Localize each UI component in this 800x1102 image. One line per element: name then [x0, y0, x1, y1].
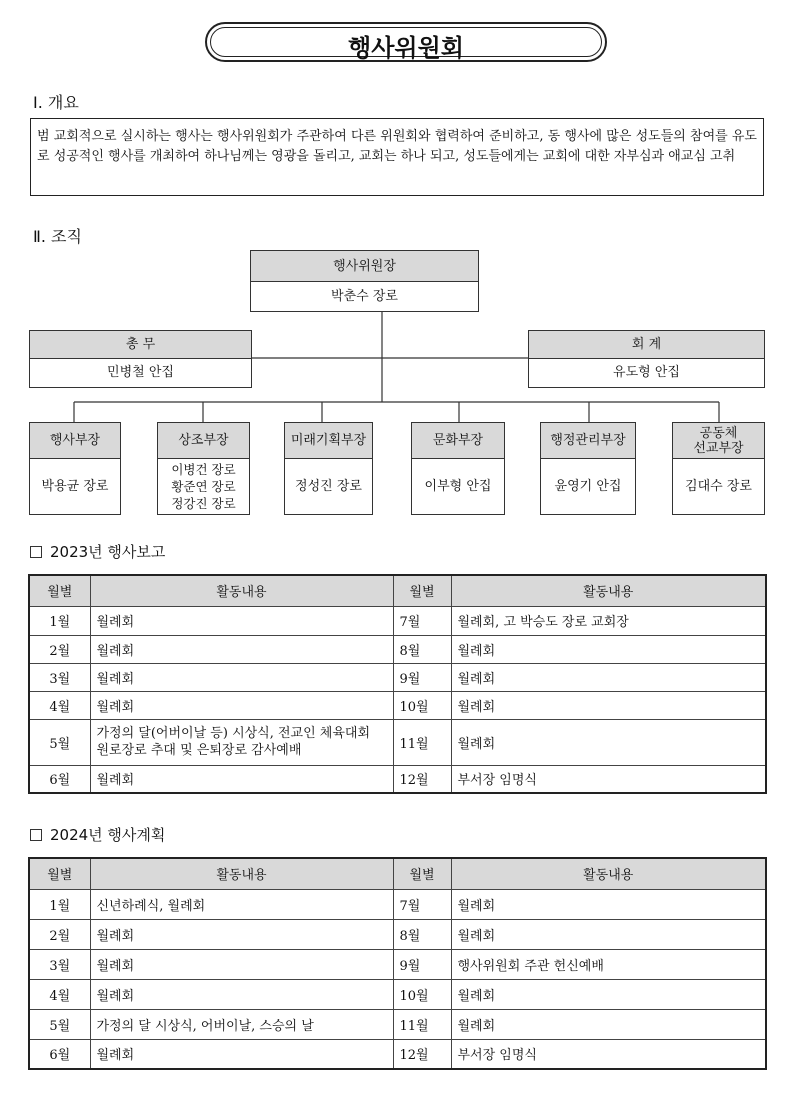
table-cell: 7월: [393, 606, 451, 635]
org-dept-title: 행정관리부장: [541, 423, 635, 459]
org-chair-box: [250, 250, 479, 312]
table-cell: 1월: [29, 889, 90, 919]
table-header-row: [29, 858, 766, 889]
table-row: [29, 919, 766, 949]
table-cell: 월례회: [90, 1039, 393, 1069]
org-dept-title: 문화부장: [412, 423, 504, 459]
table-row: [29, 606, 766, 635]
table-cell: 7월: [393, 889, 451, 919]
page-title: 행사위원회: [348, 34, 464, 62]
table-cell: 5월: [29, 1009, 90, 1039]
org-chair-name: 박춘수 장로: [331, 288, 398, 304]
table-cell: 4월: [29, 691, 90, 719]
table-cell: 8월: [393, 635, 451, 663]
org-dept-name: 정성진 장로: [295, 478, 362, 494]
table-cell: 8월: [393, 919, 451, 949]
org-general-title: 총 무: [30, 331, 251, 359]
table-row: [29, 949, 766, 979]
org-dept-name: 이부형 안집: [424, 478, 492, 494]
table-cell: 월례회: [451, 979, 766, 1009]
table-row: [29, 635, 766, 663]
report-2023-heading: [30, 541, 165, 562]
table-cell: 4월: [29, 979, 90, 1009]
checkbox-icon: [30, 546, 42, 558]
overview-text: 범 교회적으로 실시하는 행사는 행사위원회가 주관하여 다른 위원회와 협력하여 준비하고, 동 행사에 많은 성도들의 참여를 유도로 성공적인 행사를 개최하여 하나님께는 영광을 돌리고, 교회는 하나 되고, 성도들에게는 교회에 대한 자부심과 애교심 고취: [30, 118, 764, 196]
table-cell: 9월: [393, 663, 451, 691]
org-dept-name: 박용균 장로: [41, 478, 109, 494]
col-month: 월별: [29, 575, 90, 606]
org-dept-box: [672, 422, 765, 515]
section-org-heading: Ⅱ. 조직: [33, 227, 82, 246]
table-cell: 6월: [29, 1039, 90, 1069]
org-treasurer-title: 회 계: [529, 331, 764, 359]
table-cell: 월례회: [451, 635, 766, 663]
table-cell: 11월: [393, 719, 451, 765]
table-cell: 5월: [29, 719, 90, 765]
table-cell: 월례회: [90, 949, 393, 979]
table-row: [29, 1039, 766, 1069]
col-activity: 활동내용: [90, 575, 393, 606]
table-cell: 부서장 임명식: [451, 765, 766, 793]
table-cell: 3월: [29, 949, 90, 979]
plan-2024-title: 2024년 행사계획: [50, 826, 166, 844]
table-cell: 신년하례식, 월례회: [90, 889, 393, 919]
table-cell: 2월: [29, 635, 90, 663]
table-cell: 3월: [29, 663, 90, 691]
table-cell: 12월: [393, 1039, 451, 1069]
org-dept-box: [29, 422, 121, 515]
col-month: 월별: [29, 858, 90, 889]
table-cell: 10월: [393, 691, 451, 719]
section-overview-heading: Ⅰ. 개요: [33, 93, 79, 112]
col-activity: 활동내용: [451, 858, 766, 889]
table-cell: 부서장 임명식: [451, 1039, 766, 1069]
table-row: [29, 1009, 766, 1039]
report-2023-table: [28, 574, 767, 794]
table-cell: 10월: [393, 979, 451, 1009]
table-cell: 월례회: [451, 889, 766, 919]
table-cell: 가정의 달(어버이날 등) 시상식, 전교인 체육대회 원로장로 추대 및 은퇴장로 감사예배: [90, 719, 393, 765]
table-cell: 월례회: [451, 691, 766, 719]
org-dept-name: 윤영기 안집: [554, 478, 622, 494]
col-month: 월별: [393, 575, 451, 606]
plan-2024-table: [28, 857, 767, 1070]
table-cell: 1월: [29, 606, 90, 635]
table-cell: 11월: [393, 1009, 451, 1039]
table-row: [29, 691, 766, 719]
title-frame: [205, 22, 607, 62]
table-cell: 월례회: [451, 719, 766, 765]
table-cell: 월례회: [451, 919, 766, 949]
table-cell: 월례회: [90, 765, 393, 793]
table-cell: 월례회: [90, 979, 393, 1009]
org-dept-name: 이병건 장로 황준연 장로 정강진 장로: [171, 461, 236, 511]
col-month: 월별: [393, 858, 451, 889]
org-treasurer-name: 유도형 안집: [613, 365, 680, 380]
org-chair-title: 행사위원장: [251, 251, 478, 282]
table-row: [29, 765, 766, 793]
org-dept-title: 미래기획부장: [285, 423, 372, 459]
table-row: [29, 663, 766, 691]
table-cell: 월례회: [451, 1009, 766, 1039]
checkbox-icon: [30, 829, 42, 841]
table-cell: 6월: [29, 765, 90, 793]
table-cell: 월례회, 고 박승도 장로 교회장: [451, 606, 766, 635]
org-treasurer-box: [528, 330, 765, 388]
plan-2024-heading: [30, 824, 165, 845]
table-cell: 월례회: [90, 919, 393, 949]
table-cell: 9월: [393, 949, 451, 979]
table-cell: 월례회: [90, 606, 393, 635]
col-activity: 활동내용: [451, 575, 766, 606]
table-cell: 월례회: [451, 663, 766, 691]
table-cell: 행사위원회 주관 헌신예배: [451, 949, 766, 979]
org-dept-box: [284, 422, 373, 515]
org-general-box: [29, 330, 252, 388]
table-header-row: [29, 575, 766, 606]
report-2023-title: 2023년 행사보고: [50, 543, 166, 561]
org-dept-box: [157, 422, 250, 515]
table-cell: 12월: [393, 765, 451, 793]
org-dept-name: 김대수 장로: [685, 478, 752, 494]
org-dept-box: [411, 422, 505, 515]
col-activity: 활동내용: [90, 858, 393, 889]
table-cell: 2월: [29, 919, 90, 949]
table-cell: 월례회: [90, 635, 393, 663]
table-row: [29, 719, 766, 765]
org-dept-title: 행사부장: [30, 423, 120, 459]
table-row: [29, 979, 766, 1009]
table-cell: 월례회: [90, 691, 393, 719]
table-cell: 월례회: [90, 663, 393, 691]
table-row: [29, 889, 766, 919]
org-dept-title: 공동체 선교부장: [673, 423, 764, 459]
table-cell: 가정의 달 시상식, 어버이날, 스승의 날: [90, 1009, 393, 1039]
org-general-name: 민병철 안집: [107, 365, 174, 380]
org-dept-box: [540, 422, 636, 515]
org-dept-title: 상조부장: [158, 423, 249, 459]
